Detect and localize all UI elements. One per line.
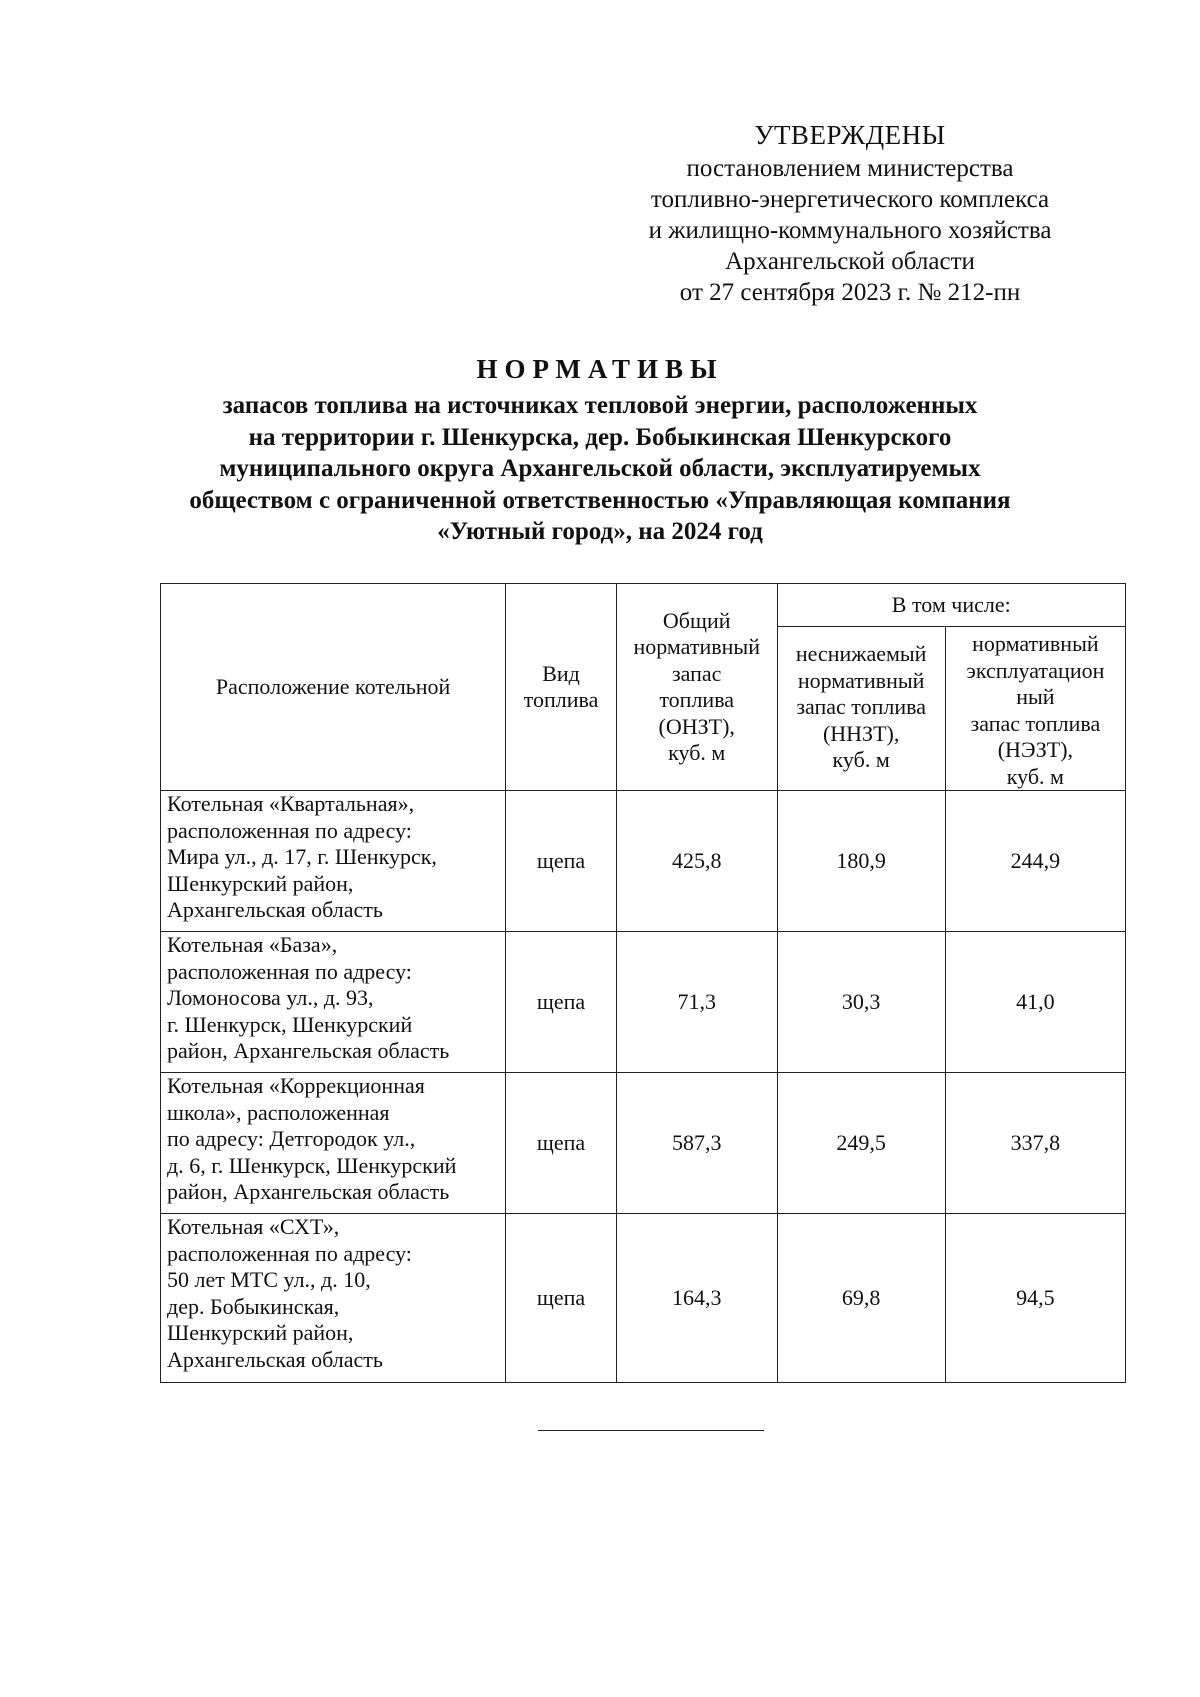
location-line: дер. Бобыкинская, (167, 1293, 340, 1319)
location-line: Архангельская область (167, 1346, 383, 1372)
norms-table (160, 583, 1126, 1383)
location-line: Ломоносова ул., д. 93, (167, 985, 374, 1010)
approval-line: от 27 сентября 2023 г. № 212-пн (679, 279, 1021, 306)
header-text: нормативный (633, 634, 760, 659)
approval-block (600, 120, 1100, 308)
nezt-cell: 94,5 (945, 1214, 1125, 1383)
approval-title: УТВЕРЖДЕНЫ (754, 120, 946, 150)
header-text: (НЭЗТ), (997, 737, 1074, 762)
fuel-cell: щепа (506, 1214, 617, 1383)
location-line: Шенкурский район, (167, 870, 354, 896)
table-row (161, 1073, 1126, 1214)
nezt-cell: 41,0 (945, 932, 1125, 1073)
subtitle-line: муниципального округа Архангельской области, эксплуатируемых (219, 455, 981, 482)
approval-line: и жилищно-коммунального хозяйства (648, 217, 1052, 244)
location-line: школа», расположенная (167, 1099, 390, 1125)
location-cell (161, 1073, 506, 1214)
header-including: В том числе: (777, 584, 1125, 627)
header-text: Общий (662, 607, 731, 633)
location-cell (161, 932, 506, 1073)
nezt-cell: 244,9 (945, 791, 1125, 932)
location-line: Котельная «База», (167, 932, 338, 957)
total-cell: 587,3 (616, 1073, 777, 1214)
fuel-cell: щепа (506, 791, 617, 932)
header-text: нормативный (797, 667, 925, 693)
header-nezt (945, 627, 1125, 791)
header-text: неснижаемый (795, 641, 927, 666)
header-text: куб. м (668, 740, 726, 765)
approval-line: топливно-энергетического комплекса (650, 186, 1050, 213)
table-header-row (161, 584, 1126, 627)
header-location: Расположение котельной (161, 584, 506, 791)
header-text: эксплуатацион (966, 657, 1105, 683)
header-text: (ОНЗТ), (658, 713, 735, 739)
location-line: д. 6, г. Шенкурск, Шенкурский (167, 1152, 457, 1178)
fuel-cell: щепа (506, 932, 617, 1073)
location-line: Котельная «Квартальная», (167, 791, 415, 816)
table-row (161, 932, 1126, 1073)
subtitle-line: обществом с ограниченной ответственностью «Управляющая компания (189, 486, 1011, 514)
header-text: топлива (523, 687, 599, 712)
header-fuel-type (506, 584, 617, 791)
location-line: расположенная по адресу: (167, 817, 412, 843)
document-title: НОРМАТИВЫ (476, 354, 724, 384)
header-text: куб. м (832, 747, 890, 772)
header-nnzt (777, 627, 945, 791)
nezt-cell: 337,8 (945, 1073, 1125, 1214)
location-line: Мира ул., д. 17, г. Шенкурск, (167, 844, 437, 869)
total-cell: 425,8 (616, 791, 777, 932)
table-row (161, 1214, 1126, 1383)
nnzt-cell: 249,5 (777, 1073, 945, 1214)
subtitle-line: на территории г. Шенкурска, дер. Бобыкинская Шенкурского (248, 423, 952, 451)
total-cell: 71,3 (616, 932, 777, 1073)
location-line: Шенкурский район, (167, 1320, 354, 1345)
location-line: район, Архангельская область (167, 1038, 450, 1063)
location-line: по адресу: Детгородок ул., (167, 1126, 416, 1151)
header-text: запас топлива (796, 694, 926, 719)
header-text: нормативный (972, 631, 1099, 656)
approval-line: Архангельской области (725, 248, 975, 275)
header-text: (ННЗТ), (822, 720, 900, 746)
location-line: район, Архангельская область (167, 1179, 450, 1204)
subtitle-line: «Уютный город», на 2024 год (437, 518, 763, 545)
header-text: топлива (659, 687, 735, 712)
nnzt-cell: 69,8 (777, 1214, 945, 1383)
location-line: Котельная «СХТ», (167, 1214, 340, 1239)
header-text: куб. м (1006, 763, 1064, 789)
subtitle-line: запасов топлива на источниках тепловой энергии, расположенных (222, 392, 978, 419)
total-cell: 164,3 (616, 1214, 777, 1383)
location-line: Котельная «Коррекционная (167, 1073, 425, 1098)
table-row (161, 791, 1126, 932)
fuel-cell: щепа (506, 1073, 617, 1214)
location-line: расположенная по адресу: (167, 1240, 412, 1266)
header-total (616, 584, 777, 791)
location-line: расположенная по адресу: (167, 958, 412, 984)
header-text: запас топлива (970, 710, 1101, 736)
header-text: запас (671, 660, 722, 686)
location-cell (161, 791, 506, 932)
location-line: г. Шенкурск, Шенкурский (167, 1011, 413, 1037)
end-divider-line (538, 1430, 764, 1431)
document-subtitle (150, 390, 1050, 548)
nnzt-cell: 180,9 (777, 791, 945, 932)
location-cell (161, 1214, 506, 1383)
location-line: 50 лет МТС ул., д. 10, (167, 1267, 371, 1292)
header-text: ный (1016, 684, 1055, 709)
header-text: Вид (542, 660, 580, 686)
location-line: Архангельская область (167, 897, 383, 922)
approval-line: постановлением министерства (686, 155, 1014, 182)
nnzt-cell: 30,3 (777, 932, 945, 1073)
